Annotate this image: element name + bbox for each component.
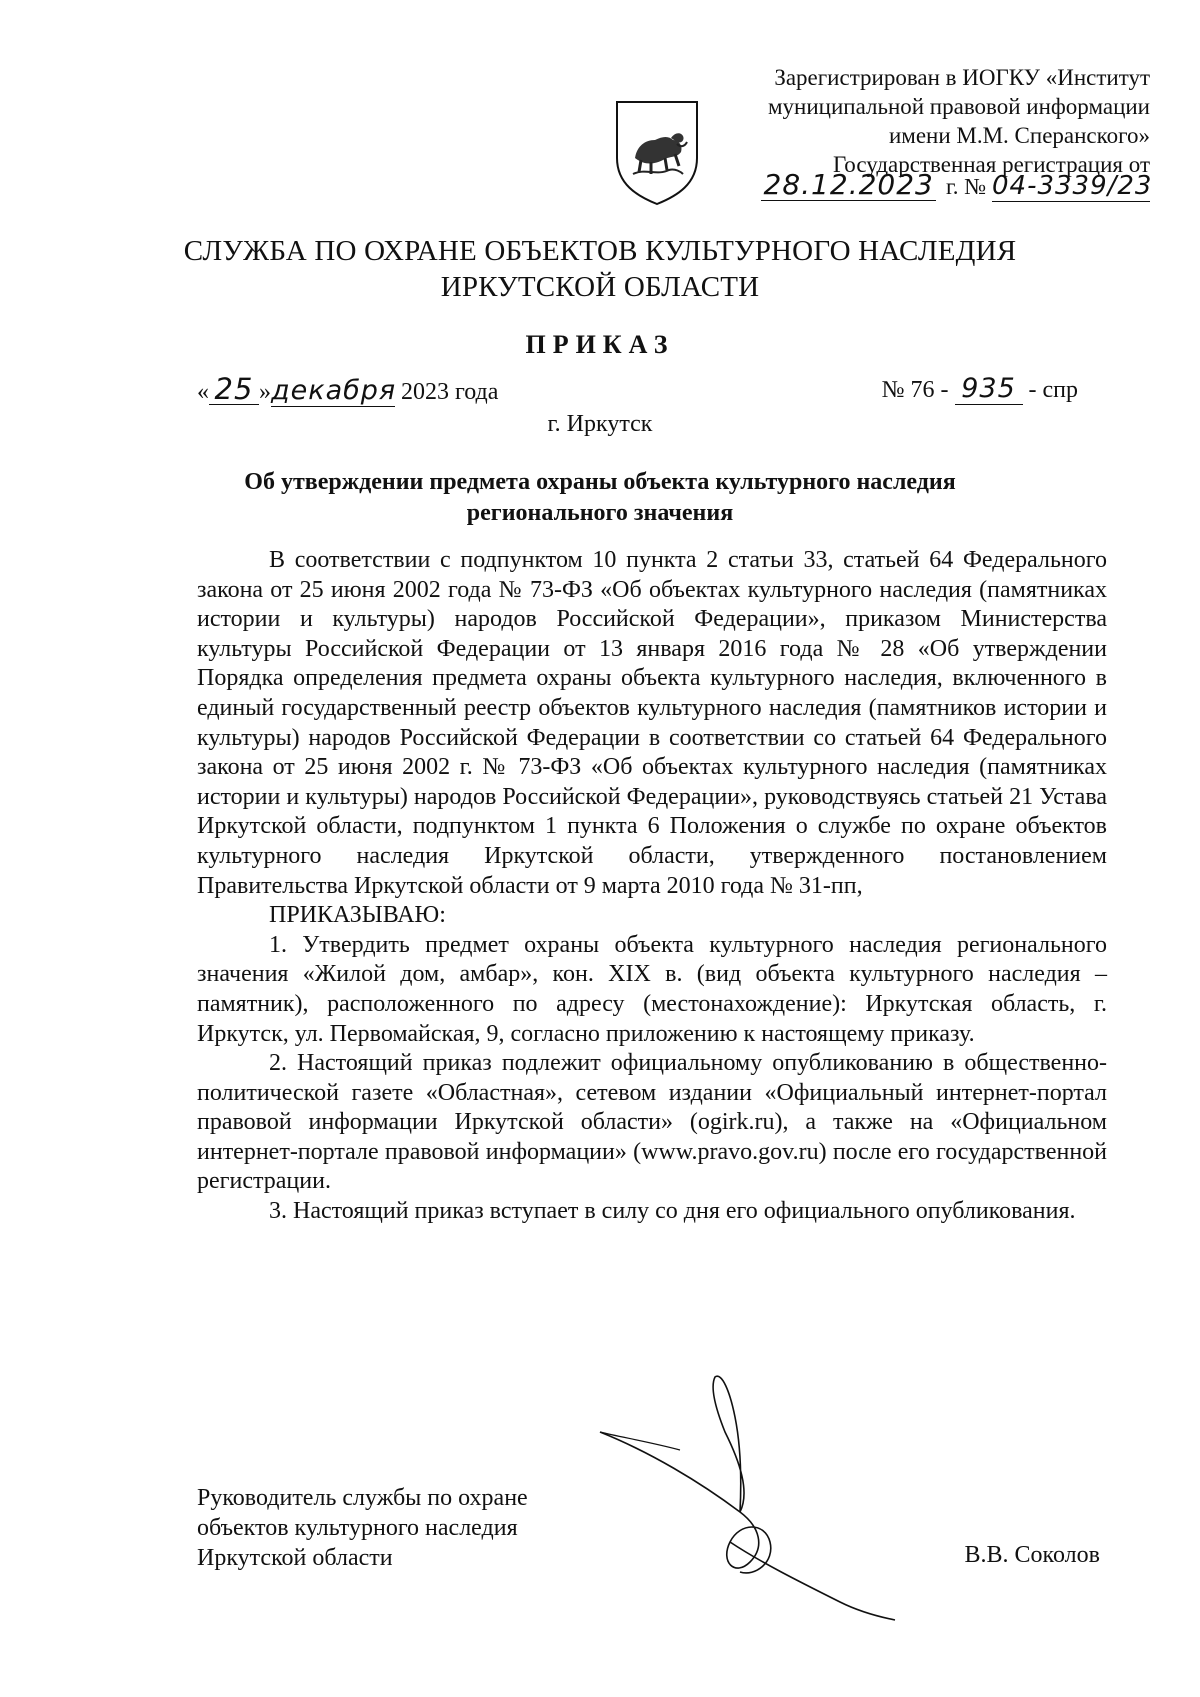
signer-name: В.В. Соколов bbox=[964, 1542, 1100, 1568]
position-line: Иркутской области bbox=[197, 1545, 393, 1571]
preamble-paragraph: В соответствии с подпунктом 10 пункта 2 статьи 33, статьей 64 Федерального закона от 25 июня 2002 года № 73-ФЗ «Об объектах культурного наследия (памятниках истории и культуры) народов Российской Федерации», приказом Министерства культуры Российской Федерации от 13 января 2016 года № 28 «Об утверждении Порядка определения предмета охраны объекта культурного наследия, включенного в единый государственный реестр объектов культурного наследия (памятников истории и культуры) народов Российской Федерации в соответствии со статьей 64 Федерального закона от 25 июня 2002 г. № 73-ФЗ «Об объектах культурного наследия (памятниках истории и культуры) народов Российской Федерации», руководствуясь статьей 21 Устава Иркутской области, подпунктом 1 пункта 6 Положения о службе по охране объектов культурного наследия Иркутской области, утвержденного постановлением Правительства Иркутской области от 9 марта 2010 года № 31-пп, bbox=[197, 547, 1107, 899]
order-number-prefix: № 76 - bbox=[881, 377, 949, 403]
order-month: декабря bbox=[271, 375, 397, 406]
order-number bbox=[882, 374, 1078, 405]
order-number-suffix: - спр bbox=[1028, 377, 1078, 403]
order-item-1: 1. Утвердить предмет охраны объекта культурного наследия регионального значения «Жилой дом, амбар», кон. XIX в. (вид объекта культурного наследия – памятник), расположенного по адресу (местонахождение): Иркутская область, г. Иркутск, ул. Первомайская, 9, согласно приложению к настоящему приказу. bbox=[197, 931, 1107, 1047]
registration-line: имени М.М. Сперанского» bbox=[888, 123, 1150, 148]
order-item-3: 3. Настоящий приказ вступает в силу со дня его официального опубликования. bbox=[269, 1198, 1076, 1225]
order-year: 2023 года bbox=[401, 379, 499, 405]
position-line: Руководитель службы по охране bbox=[197, 1485, 528, 1511]
quote-close: » bbox=[259, 379, 271, 405]
decree-heading: ПРИКАЗЫВАЮ: bbox=[269, 902, 446, 929]
signer-position bbox=[197, 1483, 528, 1573]
registration-line: муниципальной правовой информации bbox=[767, 94, 1150, 119]
order-city: г. Иркутск bbox=[547, 411, 653, 437]
document-type-title: ПРИКАЗ bbox=[525, 330, 675, 359]
order-date bbox=[197, 374, 498, 407]
position-line: объектов культурного наследия bbox=[197, 1515, 518, 1541]
quote-open: « bbox=[197, 379, 209, 405]
registration-date: 28.12.2023 bbox=[761, 170, 936, 201]
order-item-2: 2. Настоящий приказ подлежит официальному опубликованию в общественно-политической газете «Областная», сетевом издании «Официальный интернет-портал правовой информации Иркутской области» (ogirk.ru), а также на «Официальном интернет-портале правовой информации» (www.pravo.gov.ru) после его государственной регистрации. bbox=[197, 1050, 1107, 1195]
order-day: 25 bbox=[209, 374, 259, 405]
organization-line: ИРКУТСКОЙ ОБЛАСТИ bbox=[440, 271, 760, 303]
order-subject bbox=[0, 467, 1200, 529]
order-body bbox=[197, 546, 1107, 1227]
subject-line: регионального значения bbox=[466, 500, 734, 526]
coat-of-arms-icon bbox=[611, 96, 703, 208]
order-number-value: 935 bbox=[955, 374, 1023, 405]
subject-line: Об утверждении предмета охраны объекта культурного наследия bbox=[244, 469, 956, 495]
registration-numbers bbox=[700, 168, 1153, 202]
registration-line: Государственная регистрация от bbox=[833, 152, 1150, 177]
organization-name bbox=[0, 233, 1200, 305]
registration-stamp bbox=[700, 63, 1150, 179]
registration-line: Зарегистрирован в ИОГКУ «Институт bbox=[774, 65, 1150, 90]
organization-line: СЛУЖБА ПО ОХРАНЕ ОБЪЕКТОВ КУЛЬТУРНОГО НАСЛЕДИЯ bbox=[183, 235, 1017, 267]
handwritten-signature bbox=[590, 1372, 910, 1622]
registration-number: 04-3339/23 bbox=[992, 171, 1153, 201]
registration-number-label: г. № bbox=[945, 174, 987, 199]
